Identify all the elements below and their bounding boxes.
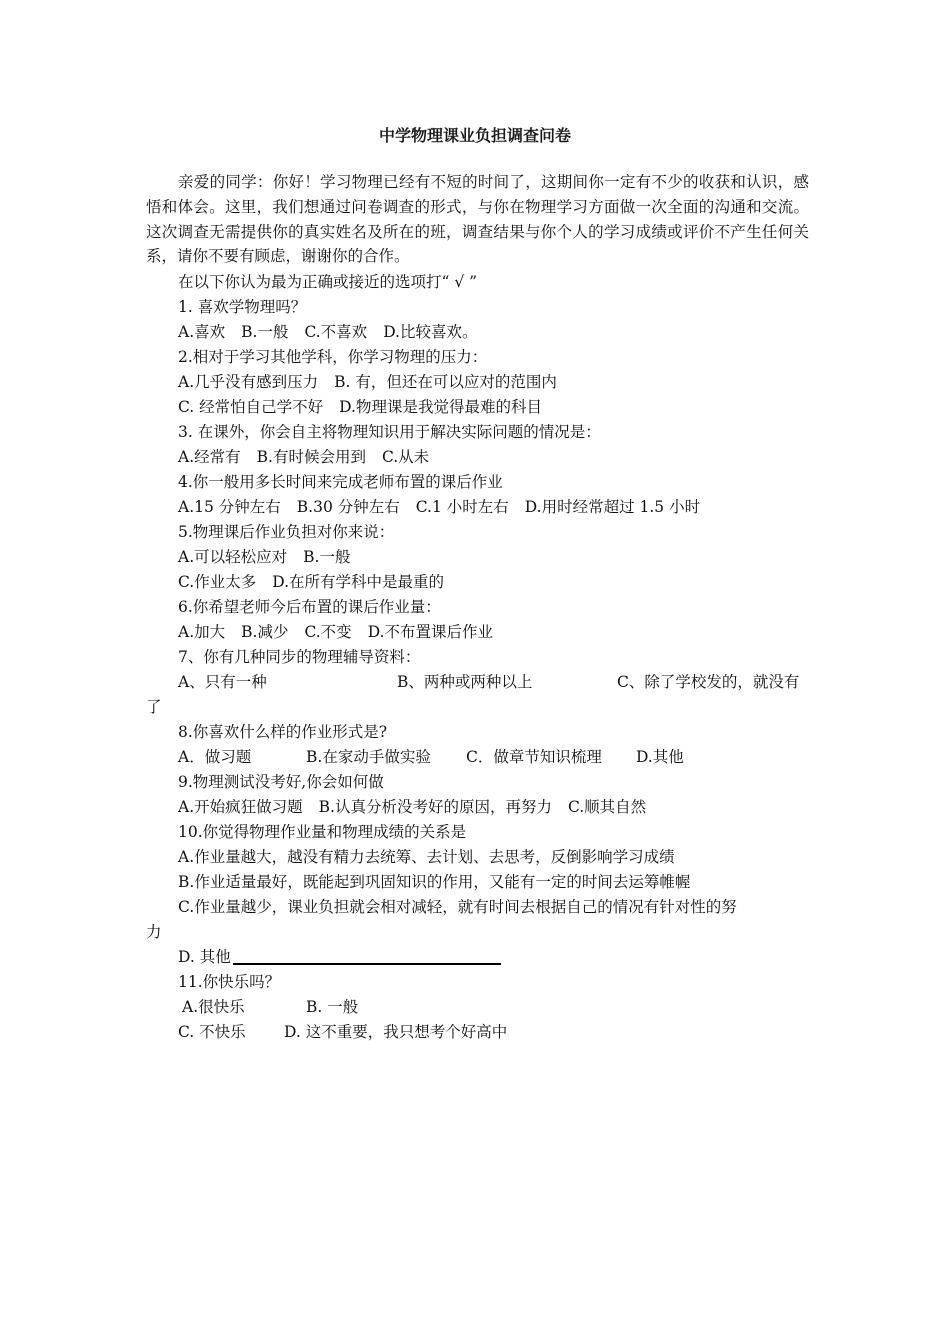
question-10: 10.你觉得物理作业量和物理成绩的关系是 [178,823,467,841]
option-5c[interactable]: C.作业太多 [178,573,257,591]
intro-paragraph: 亲爱的同学：你好！学习物理已经有不短的时间了，这期间你一定有不少的收获和认识，感悟和体会。这里，我们想通过问卷调查的形式，与你在物理学习方面做一次全面的沟通和交流。这次调查无需提供你的真实姓名及所在的班，调查结果与你个人的学习成绩或评价不产生任何关系，请你不要有顾虑，谢谢你的合作。 [146,173,809,266]
option-5a[interactable]: A.可以轻松应对 [178,548,288,566]
option-2b[interactable]: B. 有，但还在可以应对的范围内 [334,373,557,391]
option-4b[interactable]: B.30 分钟左右 [296,498,400,516]
option-10c-wrap: 力 [146,923,162,941]
option-5b[interactable]: B.一般 [303,548,351,566]
option-9c[interactable]: C.顺其自然 [567,798,647,816]
option-6c[interactable]: C.不变 [304,623,352,641]
option-1d[interactable]: D.比较喜欢。 [383,323,478,341]
question-6: 6.你希望老师今后布置的课后作业量： [178,598,441,616]
question-2-options-row1 [178,371,557,393]
option-4d[interactable]: D.用时经常超过 1.5 小时 [524,498,701,516]
option-10b[interactable]: B.作业适量最好，既能起到巩固知识的作用，又能有一定的时间去运筹帷幄 [178,873,691,891]
option-2d[interactable]: D.物理课是我觉得最难的科目 [339,398,542,416]
question-2: 2.相对于学习其他学科，你学习物理的压力： [178,348,488,366]
question-4-options [178,496,700,518]
option-3c[interactable]: C.从未 [381,448,430,466]
option-8c[interactable]: C．做章节知识梳理 [466,748,602,766]
question-8: 8.你喜欢什么样的作业形式是? [178,723,388,741]
option-1a[interactable]: A.喜欢 [178,323,226,341]
option-3b[interactable]: B.有时候会用到 [256,448,366,466]
option-6b[interactable]: B.减少 [241,623,289,641]
answer-blank-line[interactable] [233,963,501,965]
question-5-options-row1 [178,546,350,568]
option-10d-row [178,946,501,968]
question-9-options [178,796,646,818]
option-8b[interactable]: B.在家动手做实验 [306,748,431,766]
question-6-options [178,621,493,643]
question-7: 7、你有几种同步的物理辅导资料： [178,648,421,666]
option-2a[interactable]: A.几乎没有感到压力 [178,373,319,391]
option-11c[interactable]: C. 不快乐 [178,1023,246,1041]
option-9b[interactable]: B.认真分析没考好的原因，再努力 [318,798,552,816]
option-5d[interactable]: D.在所有学科中是最重的 [272,573,445,591]
option-6d[interactable]: D.不布置课后作业 [367,623,493,641]
option-4a[interactable]: A.15 分钟左右 [178,498,281,516]
option-1b[interactable]: B.一般 [241,323,289,341]
option-7a[interactable]: A、只有一种 [178,673,267,691]
question-1-options [178,321,478,343]
option-11b[interactable]: B. 一般 [306,998,359,1016]
question-9: 9.物理测试没考好,你会如何做 [178,773,384,791]
instruction: 在以下你认为最为正确或接近的选项打“ √ ” [178,273,478,291]
option-9a[interactable]: A.开始疯狂做习题 [178,798,303,816]
question-2-options-row2 [178,396,542,418]
option-10d[interactable]: D. 其他 [178,948,231,966]
option-11d[interactable]: D. 这不重要，我只想考个好高中 [284,1023,508,1041]
option-10a[interactable]: A.作业量越大，越没有精力去统筹、去计划、去思考，反倒影响学习成绩 [178,848,675,866]
option-4c[interactable]: C.1 小时左右 [415,498,509,516]
option-7b[interactable]: B、两种或两种以上 [397,673,533,691]
question-5: 5.物理课后作业负担对你来说： [178,523,395,541]
option-10c[interactable]: C.作业量越少，课业负担就会相对减轻，就有时间去根据自己的情况有针对性的努 [178,898,737,916]
question-11: 11.你快乐吗？ [178,973,281,991]
option-11a[interactable]: A.很快乐 [182,998,245,1016]
document-title: 中学物理课业负担调查问卷 [378,126,571,145]
option-8d[interactable]: D.其他 [636,748,684,766]
option-7c-wrap: 了 [146,698,162,716]
option-3a[interactable]: A.经常有 [178,448,241,466]
question-4: 4.你一般用多长时间来完成老师布置的课后作业 [178,473,503,491]
question-3: 3. 在课外，你会自主将物理知识用于解决实际问题的情况是： [178,423,601,441]
option-2c[interactable]: C. 经常怕自己学不好 [178,398,324,416]
option-8a[interactable]: A．做习题 [178,748,252,766]
question-5-options-row2 [178,571,444,593]
option-7c[interactable]: C、除了学校发的，就没有 [617,673,800,691]
option-6a[interactable]: A.加大 [178,623,226,641]
option-1c[interactable]: C.不喜欢 [304,323,368,341]
question-1: 1. 喜欢学物理吗？ [178,298,307,316]
question-3-options [178,446,429,468]
